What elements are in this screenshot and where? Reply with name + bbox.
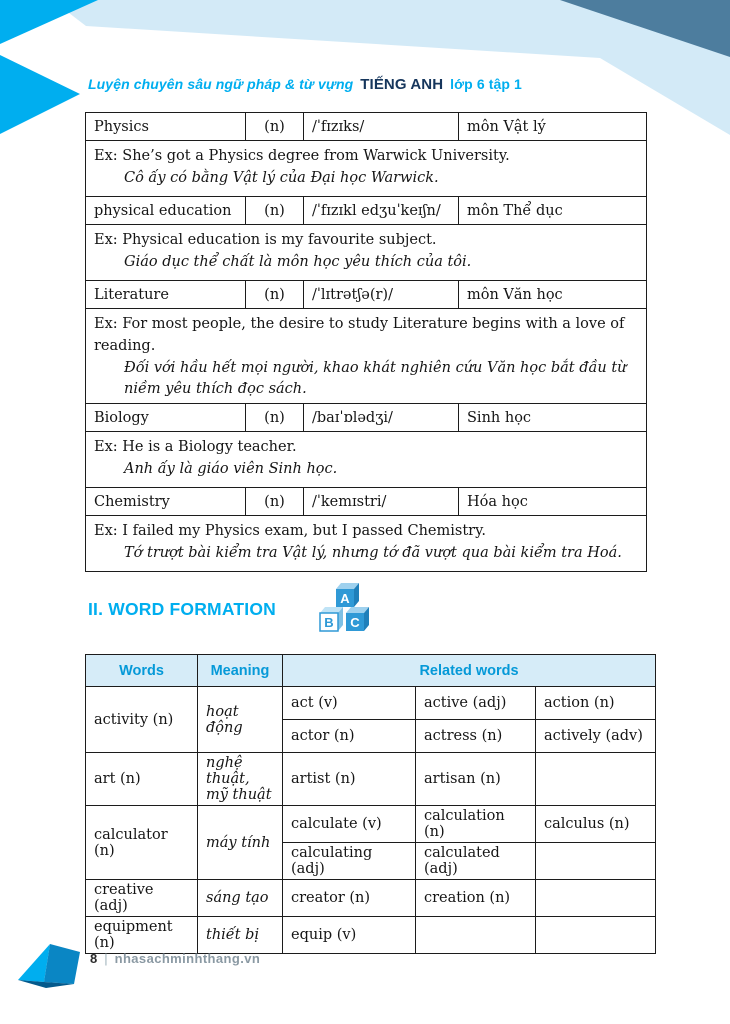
- wf-meaning-cell: nghệ thuật, mỹ thuật: [198, 753, 283, 806]
- book-title: [88, 76, 522, 93]
- wf-meaning-cell: thiết bị: [198, 917, 283, 954]
- example-vietnamese: Giáo dục thể chất là môn học yêu thích của tôi.: [124, 253, 472, 270]
- wf-related-cell: creator (n): [283, 880, 416, 917]
- wf-header-related: Related words: [283, 655, 656, 687]
- example-row: [86, 516, 647, 572]
- wf-related-cell: [416, 917, 536, 954]
- vocab-word-cell: Biology: [86, 404, 246, 432]
- example-english: Ex: Physical education is my favourite subject.: [94, 232, 437, 248]
- wf-related-cell: calculation (n): [416, 806, 536, 843]
- wf-word-cell: calculator (n): [86, 806, 198, 880]
- example-cell: [86, 225, 647, 281]
- vocab-pos-cell: (n): [246, 488, 304, 516]
- vocabulary-table: [85, 112, 647, 572]
- vocab-ipa-cell: /ˈfɪzɪks/: [304, 113, 459, 141]
- vocab-word-cell: physical education: [86, 197, 246, 225]
- vocab-meaning-cell: Sinh học: [459, 404, 647, 432]
- example-cell: [86, 516, 647, 572]
- vocab-ipa-cell: /ˈkemɪstri/: [304, 488, 459, 516]
- wf-related-cell: calculated (adj): [416, 843, 536, 880]
- wf-meaning-cell: máy tính: [198, 806, 283, 880]
- book-title-grade: lớp 6 tập 1: [450, 76, 522, 92]
- example-cell: [86, 309, 647, 404]
- wf-word-cell: creative (adj): [86, 880, 198, 917]
- wf-related-cell: artist (n): [283, 753, 416, 806]
- vocab-word-cell: Literature: [86, 281, 246, 309]
- example-english: Ex: For most people, the desire to study Literature begins with a love of reading.: [94, 316, 625, 354]
- example-row: [86, 309, 647, 404]
- wf-header-words: Words: [86, 655, 198, 687]
- vocab-pos-cell: (n): [246, 281, 304, 309]
- footer-site-url: nhasachminhthang.vn: [114, 951, 261, 966]
- vocab-pos-cell: (n): [246, 113, 304, 141]
- example-vietnamese: Cô ấy có bằng Vật lý của Đại học Warwick.: [124, 169, 439, 186]
- vocab-ipa-cell: /ˈlɪtrətʃə(r)/: [304, 281, 459, 309]
- wf-related-cell: [536, 843, 656, 880]
- abc-blocks-icon: [316, 581, 374, 637]
- wf-related-cell: actress (n): [416, 720, 536, 753]
- page-number: 8: [90, 951, 98, 966]
- vocab-ipa-cell: /ˈfɪzɪkl edʒuˈkeɪʃn/: [304, 197, 459, 225]
- vocab-row: [86, 281, 647, 309]
- abc-letter-c: C: [350, 615, 360, 630]
- example-vietnamese: Đối với hầu hết mọi người, khao khát nghiên cứu Văn học bắt đầu từ niềm yêu thích đọc sách.: [124, 359, 627, 398]
- wf-related-cell: [536, 753, 656, 806]
- vocab-meaning-cell: môn Vật lý: [459, 113, 647, 141]
- wf-related-cell: calculating (adj): [283, 843, 416, 880]
- example-cell: [86, 141, 647, 197]
- wf-related-cell: action (n): [536, 687, 656, 720]
- vocab-word-cell: Chemistry: [86, 488, 246, 516]
- vocab-row: [86, 197, 647, 225]
- wf-header-meaning: Meaning: [198, 655, 283, 687]
- vocab-meaning-cell: Hóa học: [459, 488, 647, 516]
- publisher-logo-icon: [16, 934, 82, 990]
- wf-meaning-cell: sáng tạo: [198, 880, 283, 917]
- vocab-meaning-cell: môn Văn học: [459, 281, 647, 309]
- footer: [90, 951, 260, 966]
- wf-related-cell: [536, 917, 656, 954]
- wf-row: [86, 806, 656, 843]
- wf-related-cell: [536, 880, 656, 917]
- wf-row: [86, 917, 656, 954]
- word-formation-table: [85, 654, 656, 954]
- wf-row: [86, 880, 656, 917]
- wf-related-cell: creation (n): [416, 880, 536, 917]
- wf-related-cell: artisan (n): [416, 753, 536, 806]
- vocab-word-cell: Physics: [86, 113, 246, 141]
- wf-related-cell: actively (adv): [536, 720, 656, 753]
- example-vietnamese: Anh ấy là giáo viên Sinh học.: [124, 460, 338, 477]
- vocab-meaning-cell: môn Thể dục: [459, 197, 647, 225]
- wf-word-cell: equipment (n): [86, 917, 198, 954]
- header-cyan-left-triangle: [0, 55, 80, 134]
- wf-related-cell: act (v): [283, 687, 416, 720]
- wf-row: [86, 753, 656, 806]
- wf-related-cell: calculus (n): [536, 806, 656, 843]
- vocab-row: [86, 113, 647, 141]
- example-english: Ex: He is a Biology teacher.: [94, 439, 297, 455]
- example-english: Ex: I failed my Physics exam, but I passed Chemistry.: [94, 523, 486, 539]
- example-vietnamese: Tớ trượt bài kiểm tra Vật lý, nhưng tớ đã vượt qua bài kiểm tra Hoá.: [124, 544, 622, 561]
- vocab-pos-cell: (n): [246, 404, 304, 432]
- wf-related-cell: actor (n): [283, 720, 416, 753]
- wf-related-cell: equip (v): [283, 917, 416, 954]
- example-cell: [86, 432, 647, 488]
- wf-related-cell: active (adj): [416, 687, 536, 720]
- wf-word-cell: art (n): [86, 753, 198, 806]
- abc-letter-a: A: [340, 591, 350, 606]
- abc-letter-b: B: [324, 615, 334, 630]
- wf-meaning-cell: hoạt động: [198, 687, 283, 753]
- wf-header-row: [86, 655, 656, 687]
- vocab-pos-cell: (n): [246, 197, 304, 225]
- footer-separator: |: [104, 951, 108, 966]
- example-row: [86, 141, 647, 197]
- wf-related-cell: calculate (v): [283, 806, 416, 843]
- example-english: Ex: She’s got a Physics degree from Warwick University.: [94, 148, 510, 164]
- example-row: [86, 225, 647, 281]
- vocab-ipa-cell: /baɪˈɒlədʒi/: [304, 404, 459, 432]
- example-row: [86, 432, 647, 488]
- vocab-row: [86, 488, 647, 516]
- section-title: II. WORD FORMATION: [88, 599, 276, 619]
- wf-row: [86, 687, 656, 720]
- book-title-series: Luyện chuyên sâu ngữ pháp & từ vựng: [88, 76, 354, 92]
- vocab-row: [86, 404, 647, 432]
- book-title-subject: TIẾNG ANH: [360, 76, 444, 93]
- wf-word-cell: activity (n): [86, 687, 198, 753]
